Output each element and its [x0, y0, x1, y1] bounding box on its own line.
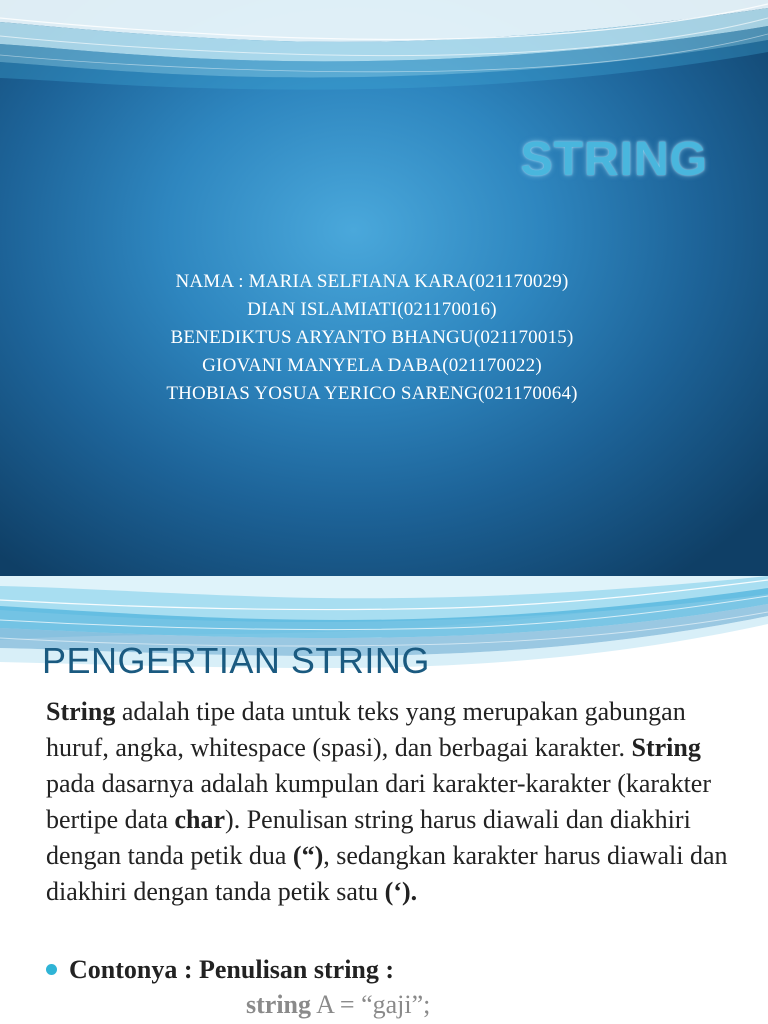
content-slide: [0, 576, 768, 1024]
code-keyword: string: [246, 990, 311, 1019]
paragraph-text: adalah tipe data untuk teks yang merupakan gabungan huruf, angka, whitespace (spasi), dan berbagai karakter.: [46, 697, 686, 762]
example-bullet: [46, 955, 394, 985]
author-line: NAMA : MARIA SELFIANA KARA(021170029): [175, 271, 569, 292]
slide-title: STRING: [520, 133, 708, 186]
code-example: [246, 990, 430, 1020]
wave-decoration-top: [0, 0, 768, 95]
term-string: String: [46, 697, 116, 726]
bullet-icon: [46, 964, 57, 975]
term-char: char: [174, 805, 226, 834]
section-heading: PENGERTIAN STRING: [42, 640, 430, 681]
term-string: String: [631, 733, 701, 762]
paragraph-text: ). Penulisan string harus diawali dan diakhiri dengan tanda petik dua: [46, 805, 691, 870]
definition-paragraph: [46, 694, 746, 910]
author-list: [0, 268, 744, 408]
paragraph-text: pada dasarnya adalah kumpulan dari karakter-karakter (karakter bertipe data: [46, 769, 712, 834]
author-line: BENEDIKTUS ARYANTO BHANGU(021170015): [170, 327, 574, 348]
author-line: GIOVANI MANYELA DABA(021170022): [202, 355, 542, 376]
single-quote-symbol: (‘).: [384, 877, 418, 906]
example-label: Contonya : Penulisan string :: [69, 955, 395, 984]
author-line: DIAN ISLAMIATI(021170016): [247, 299, 497, 320]
code-text: A = “gaji”;: [311, 990, 431, 1019]
paragraph-text: , sedangkan karakter harus diawali dan diakhiri dengan tanda petik satu: [46, 841, 728, 906]
double-quote-symbol: (“): [292, 841, 324, 870]
author-line: THOBIAS YOSUA YERICO SARENG(021170064): [166, 383, 578, 404]
